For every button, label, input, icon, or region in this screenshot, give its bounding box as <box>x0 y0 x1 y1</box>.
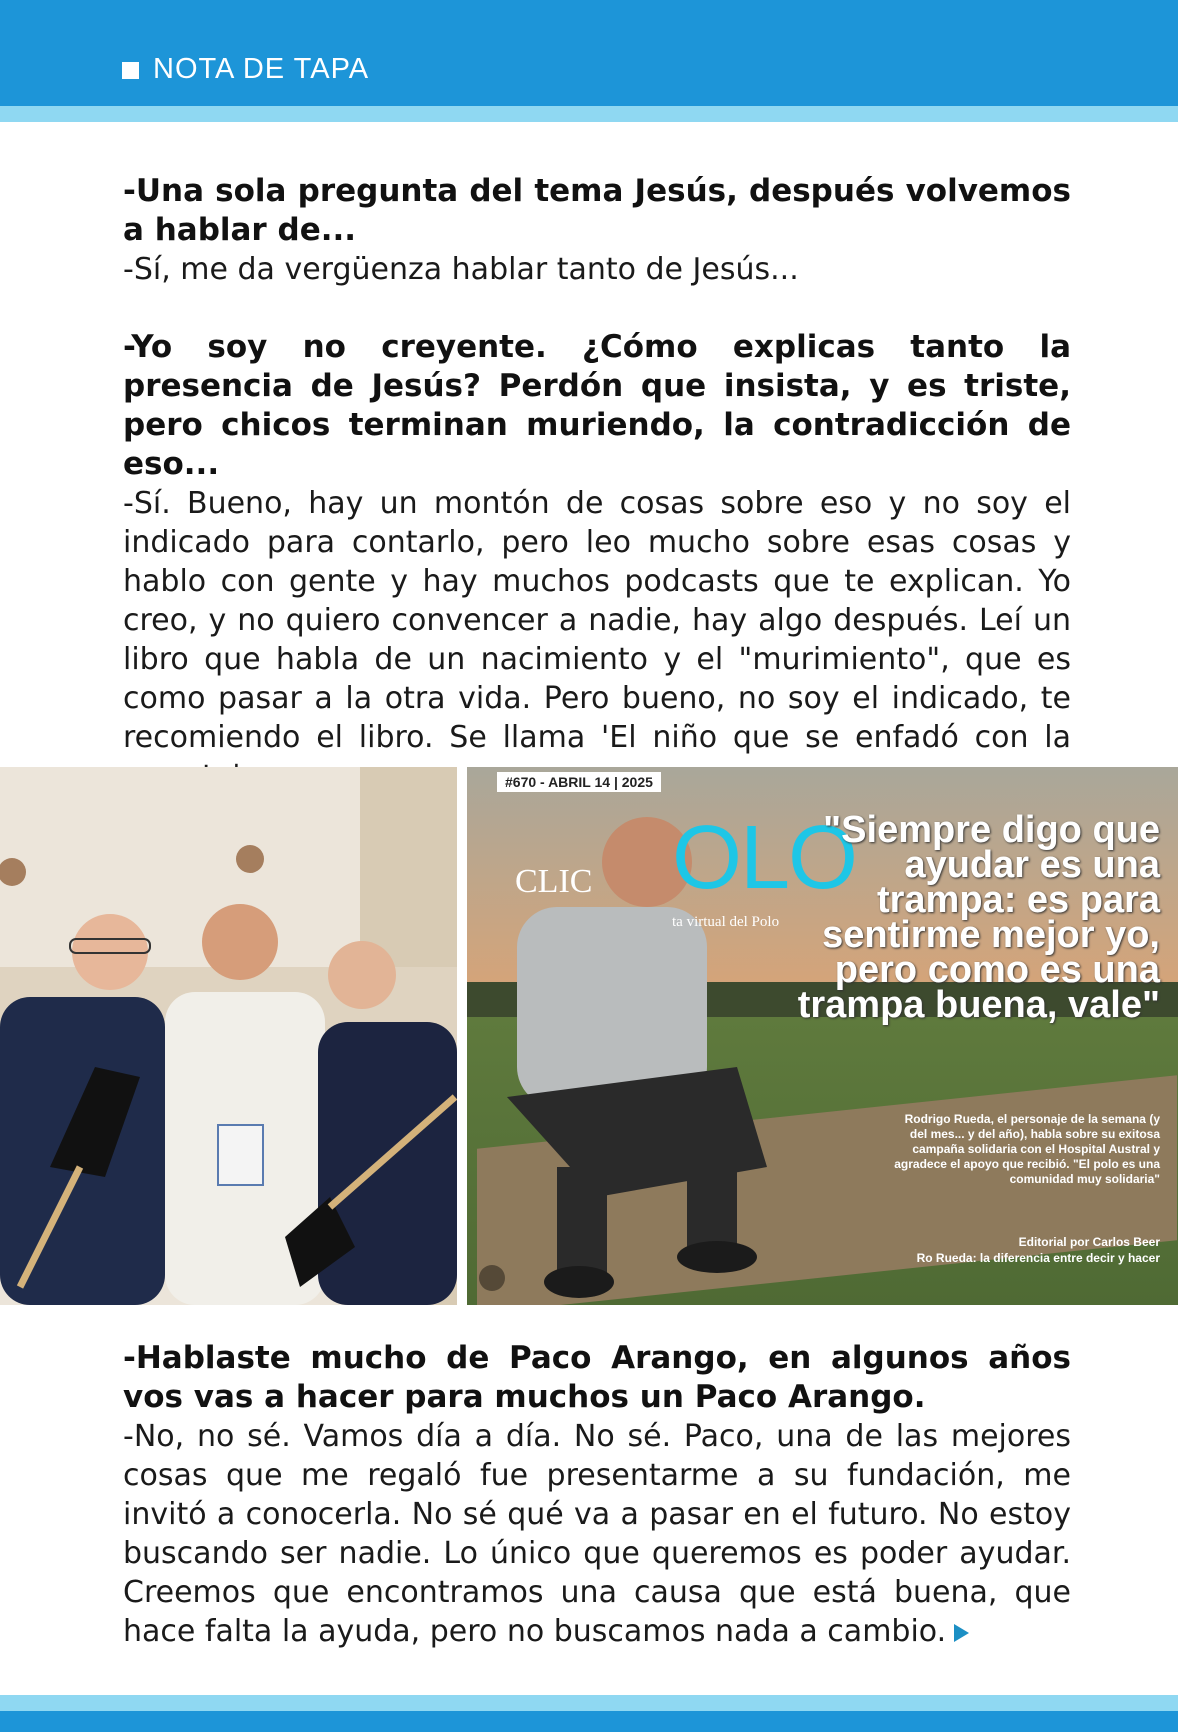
section-square-icon <box>122 62 139 79</box>
group-photo-illustration <box>0 767 457 1305</box>
cover-editorial: Editorial por Carlos Beer <box>1018 1235 1160 1249</box>
cover-feature-line: Ro Rueda: la diferencia entre decir y hacer <box>916 1251 1160 1265</box>
section-label: NOTA DE TAPA <box>153 53 370 85</box>
footer-accent-strip <box>0 1695 1178 1711</box>
issue-tag: #670 - ABRIL 14 | 2025 <box>497 772 661 792</box>
group-photo <box>0 767 457 1305</box>
question-1: -Una sola pregunta del tema Jesús, después volvemos a hablar de... <box>123 173 1071 248</box>
footer-bar <box>0 1711 1178 1732</box>
qa-block-3 <box>123 1339 1071 1651</box>
qa-block-2 <box>123 328 1071 796</box>
question-3: -Hablaste mucho de Paco Arango, en algunos años vos vas a hacer para muchos un Paco Arango. <box>123 1340 1071 1415</box>
magazine-cover <box>467 767 1178 1305</box>
magazine-brand-olo: OLO <box>672 808 857 908</box>
cover-blurb: Rodrigo Rueda, el personaje de la semana (y del mes... y del año), habla sobre su exitosa campaña solidaria con el Hospital Austral y agradece el apoyo que recibió. "El polo es una comunidad muy solidaria" <box>894 1112 1160 1186</box>
magazine-brand-clic: CLIC <box>515 863 593 900</box>
answer-1: -Sí, me da vergüenza hablar tanto de Jesús... <box>123 252 799 287</box>
answer-3-text: -No, no sé. Vamos día a día. No sé. Paco, una de las mejores cosas que me regaló fue presentarme a su fundación, me invitó a conocerla. No sé qué va a pasar en el futuro. No estoy buscando ser nadie. Lo único que queremos es poder ayudar. Creemos que encontramos una causa que está buena, que hace falta la ayuda, pero no buscamos nada a cambio. <box>123 1419 1071 1649</box>
answer-2: -Sí. Bueno, hay un montón de cosas sobre eso y no soy el indicado para contarlo, pero leo mucho sobre esas cosas y hablo con gente y hay muchos podcasts que te explican. Yo creo, y no quiero convencer a nadie, hay algo después. Leí un libro que habla de un nacimiento y el "murimiento", que es como pasar a la otra vida. Pero bueno, no soy el indicado, te recomiendo el libro. Se llama 'El niño que se enfadó con la <box>123 486 1071 755</box>
magazine-subtitle: ta virtual del Polo <box>672 914 780 930</box>
cover-headline: "Siempre digo que ayudar es una trampa: es para sentirme mejor yo, pero como es una trampa buena, vale" <box>797 809 1160 1026</box>
qa-block-1 <box>123 172 1071 289</box>
header-accent-strip <box>0 106 1178 122</box>
answer-3 <box>123 1417 1071 1651</box>
user-icon <box>479 1265 505 1291</box>
question-2: -Yo soy no creyente. ¿Cómo explicas tanto la presencia de Jesús? Perdón que insista, y es triste, pero chicos terminan muriendo, la contradicción de eso... <box>123 329 1071 482</box>
play-triangle-icon <box>954 1624 969 1642</box>
